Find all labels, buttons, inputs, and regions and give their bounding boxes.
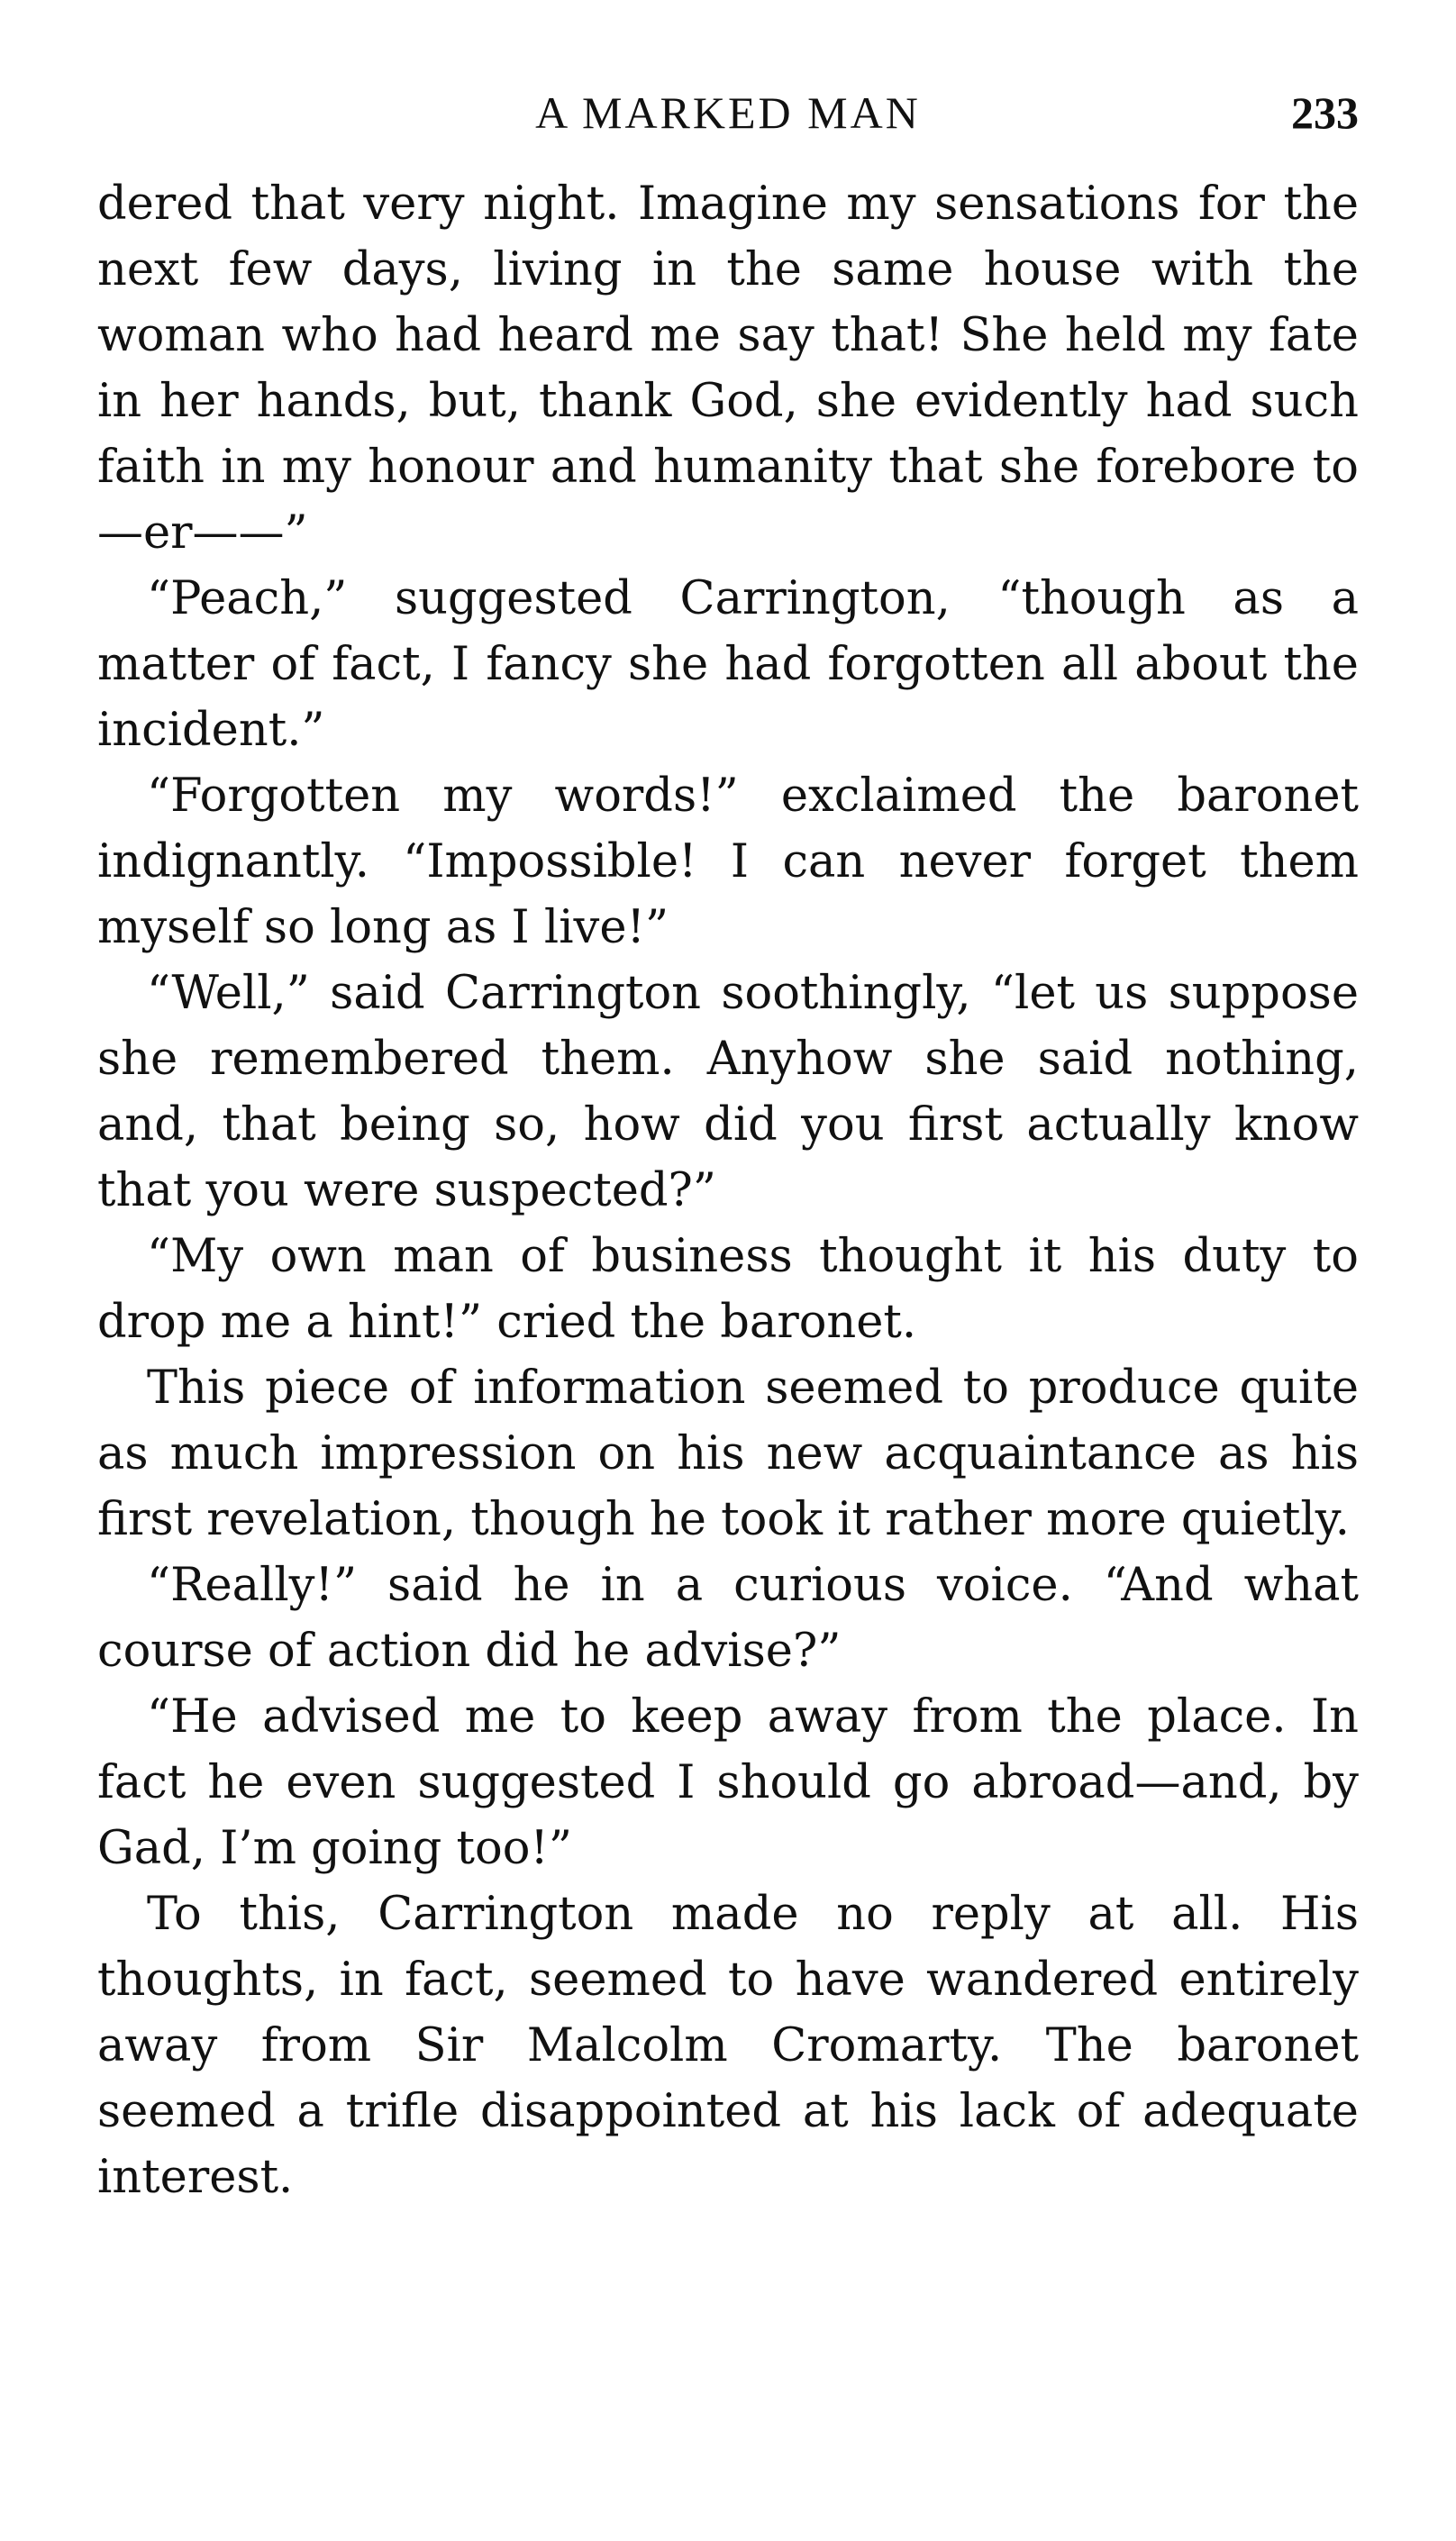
paragraph: “My own man of business thought it his duty to drop me a hint!” cried the baronet. (97, 1230, 1359, 1349)
paragraph: “He advised me to keep away from the place. In fact he even suggested I should go abroad—and, by Gad, I’m going too!” (97, 1690, 1359, 1875)
page-header (97, 81, 1359, 144)
body-text (97, 171, 1359, 2280)
paragraph: This piece of information seemed to produce quite as much impression on his new acquaintance as his first revelation, though he took it rather more quietly. (97, 1362, 1359, 1546)
paragraph: “Peach,” suggested Carrington, “though as a matter of fact, I fancy she had forgotten all about the incident.” (97, 572, 1359, 757)
running-title: A MARKED MAN (535, 87, 921, 138)
page-number: 233 (1291, 87, 1359, 138)
paragraph: “Forgotten my words!” exclaimed the baronet indignantly. “Impossible! I can never forget them myself so long as I live!” (97, 770, 1359, 954)
paragraph: dered that very night. Imagine my sensations for the next few days, living in the same house with the woman who had heard me say that! She held my fate in her hands, but, thank God, she evidently had such faith in my honour and humanity that she forebore to—er——” (97, 178, 1359, 560)
paragraph: To this, Carrington made no reply at all. His thoughts, in fact, seemed to have wandered entirely away from Sir Malcolm Cromarty. The baronet seemed a trifle disappointed at his lack of adequate interest. (97, 1888, 1359, 2204)
paragraph: “Well,” said Carrington soothingly, “let us suppose she remembered them. Anyhow she said nothing, and, that being so, how did you first actually know that you were suspected?” (97, 967, 1359, 1217)
paragraph: “Really!” said he in a curious voice. “And what course of action did he advise?” (97, 1559, 1359, 1678)
